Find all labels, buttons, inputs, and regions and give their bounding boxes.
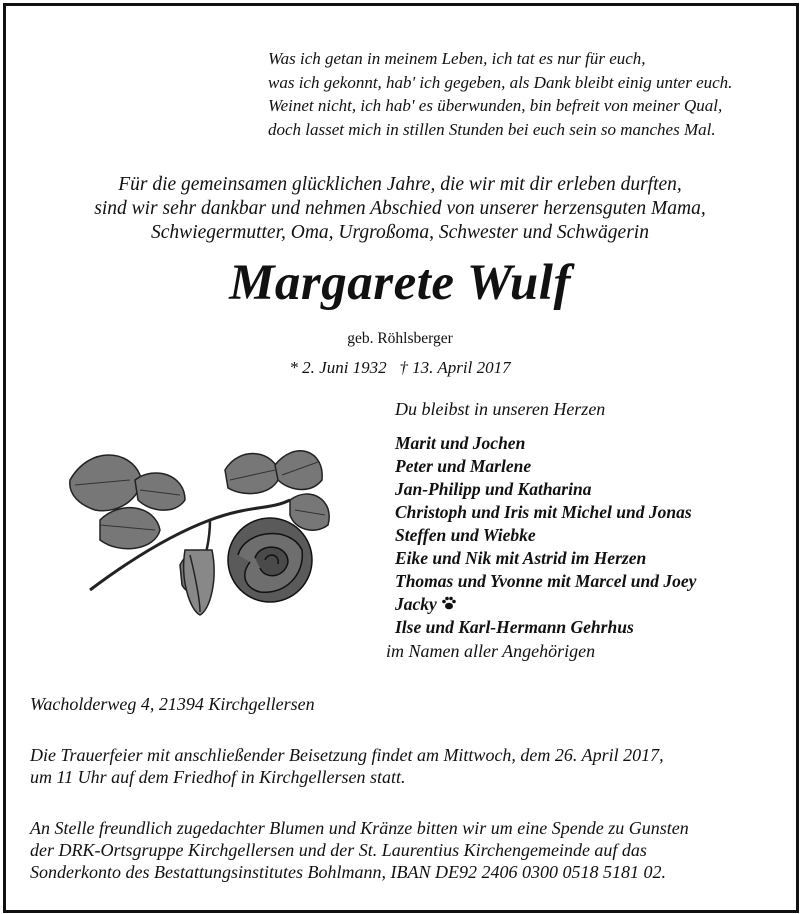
mourner: Thomas und Yvonne mit Marcel und Joey: [395, 571, 697, 591]
poem-line: doch lasset mich in stillen Stunden bei euch sein so manches Mal.: [268, 119, 716, 139]
mourners-list: [395, 432, 696, 639]
donation-line: Sonderkonto des Bestattungsinstitutes Bohlmann, IBAN DE92 2406 0300 0518 5181 02.: [30, 862, 666, 882]
motto: Du bleibst in unseren Herzen: [395, 399, 606, 419]
poem: [268, 47, 732, 141]
intro-text: [0, 173, 800, 245]
closing-line: im Namen aller Angehörigen: [386, 641, 596, 661]
address: Wacholderweg 4, 21394 Kirchgellersen: [30, 694, 315, 714]
donation-line: der DRK-Ortsgruppe Kirchgellersen und der St. Laurentius Kirchengemeinde auf das: [30, 840, 647, 860]
intro-line: Schwiegermutter, Oma, Urgroßoma, Schwester und Schwägerin: [151, 222, 649, 243]
funeral-info: [30, 744, 664, 788]
mourner: Eike und Nik mit Astrid im Herzen: [395, 548, 647, 568]
mourner: Christoph und Iris mit Michel und Jonas: [395, 502, 692, 522]
funeral-line: um 11 Uhr auf dem Friedhof in Kirchgellersen statt.: [30, 767, 406, 787]
deceased-name: Margarete Wulf: [229, 255, 571, 311]
paw-icon: [441, 595, 457, 611]
poem-line: was ich gekonnt, hab' ich gegeben, als Dank bleibt einig unter euch.: [268, 72, 733, 92]
donation-info: [30, 817, 689, 883]
poem-line: Was ich getan in meinem Leben, ich tat es nur für euch,: [268, 49, 646, 68]
intro-line: Für die gemeinsamen glücklichen Jahre, die wir mit dir erleben durften,: [118, 174, 682, 195]
birth-name: geb. Röhlsberger: [347, 330, 453, 347]
poem-line: Weinet nicht, ich hab' es überwunden, bin befreit von meiner Qual,: [268, 96, 723, 115]
mourner: Jacky: [395, 594, 437, 614]
life-dates: * 2. Juni 1932 † 13. April 2017: [289, 358, 511, 377]
mourner: Steffen und Wiebke: [395, 525, 536, 545]
mourner: Marit und Jochen: [395, 433, 526, 453]
donation-line: An Stelle freundlich zugedachter Blumen und Kränze bitten wir um eine Spende zu Gunsten: [30, 818, 689, 838]
intro-line: sind wir sehr dankbar und nehmen Abschied von unserer herzensguten Mama,: [94, 198, 706, 219]
rose-illustration: [60, 440, 340, 620]
mourner: Peter und Marlene: [395, 456, 532, 476]
funeral-line: Die Trauerfeier mit anschließender Beisetzung findet am Mittwoch, dem 26. April 2017,: [30, 745, 664, 765]
mourner: Jan-Philipp und Katharina: [395, 479, 592, 499]
mourner-pet: [395, 593, 696, 616]
mourner: Ilse und Karl-Hermann Gehrhus: [395, 617, 634, 637]
